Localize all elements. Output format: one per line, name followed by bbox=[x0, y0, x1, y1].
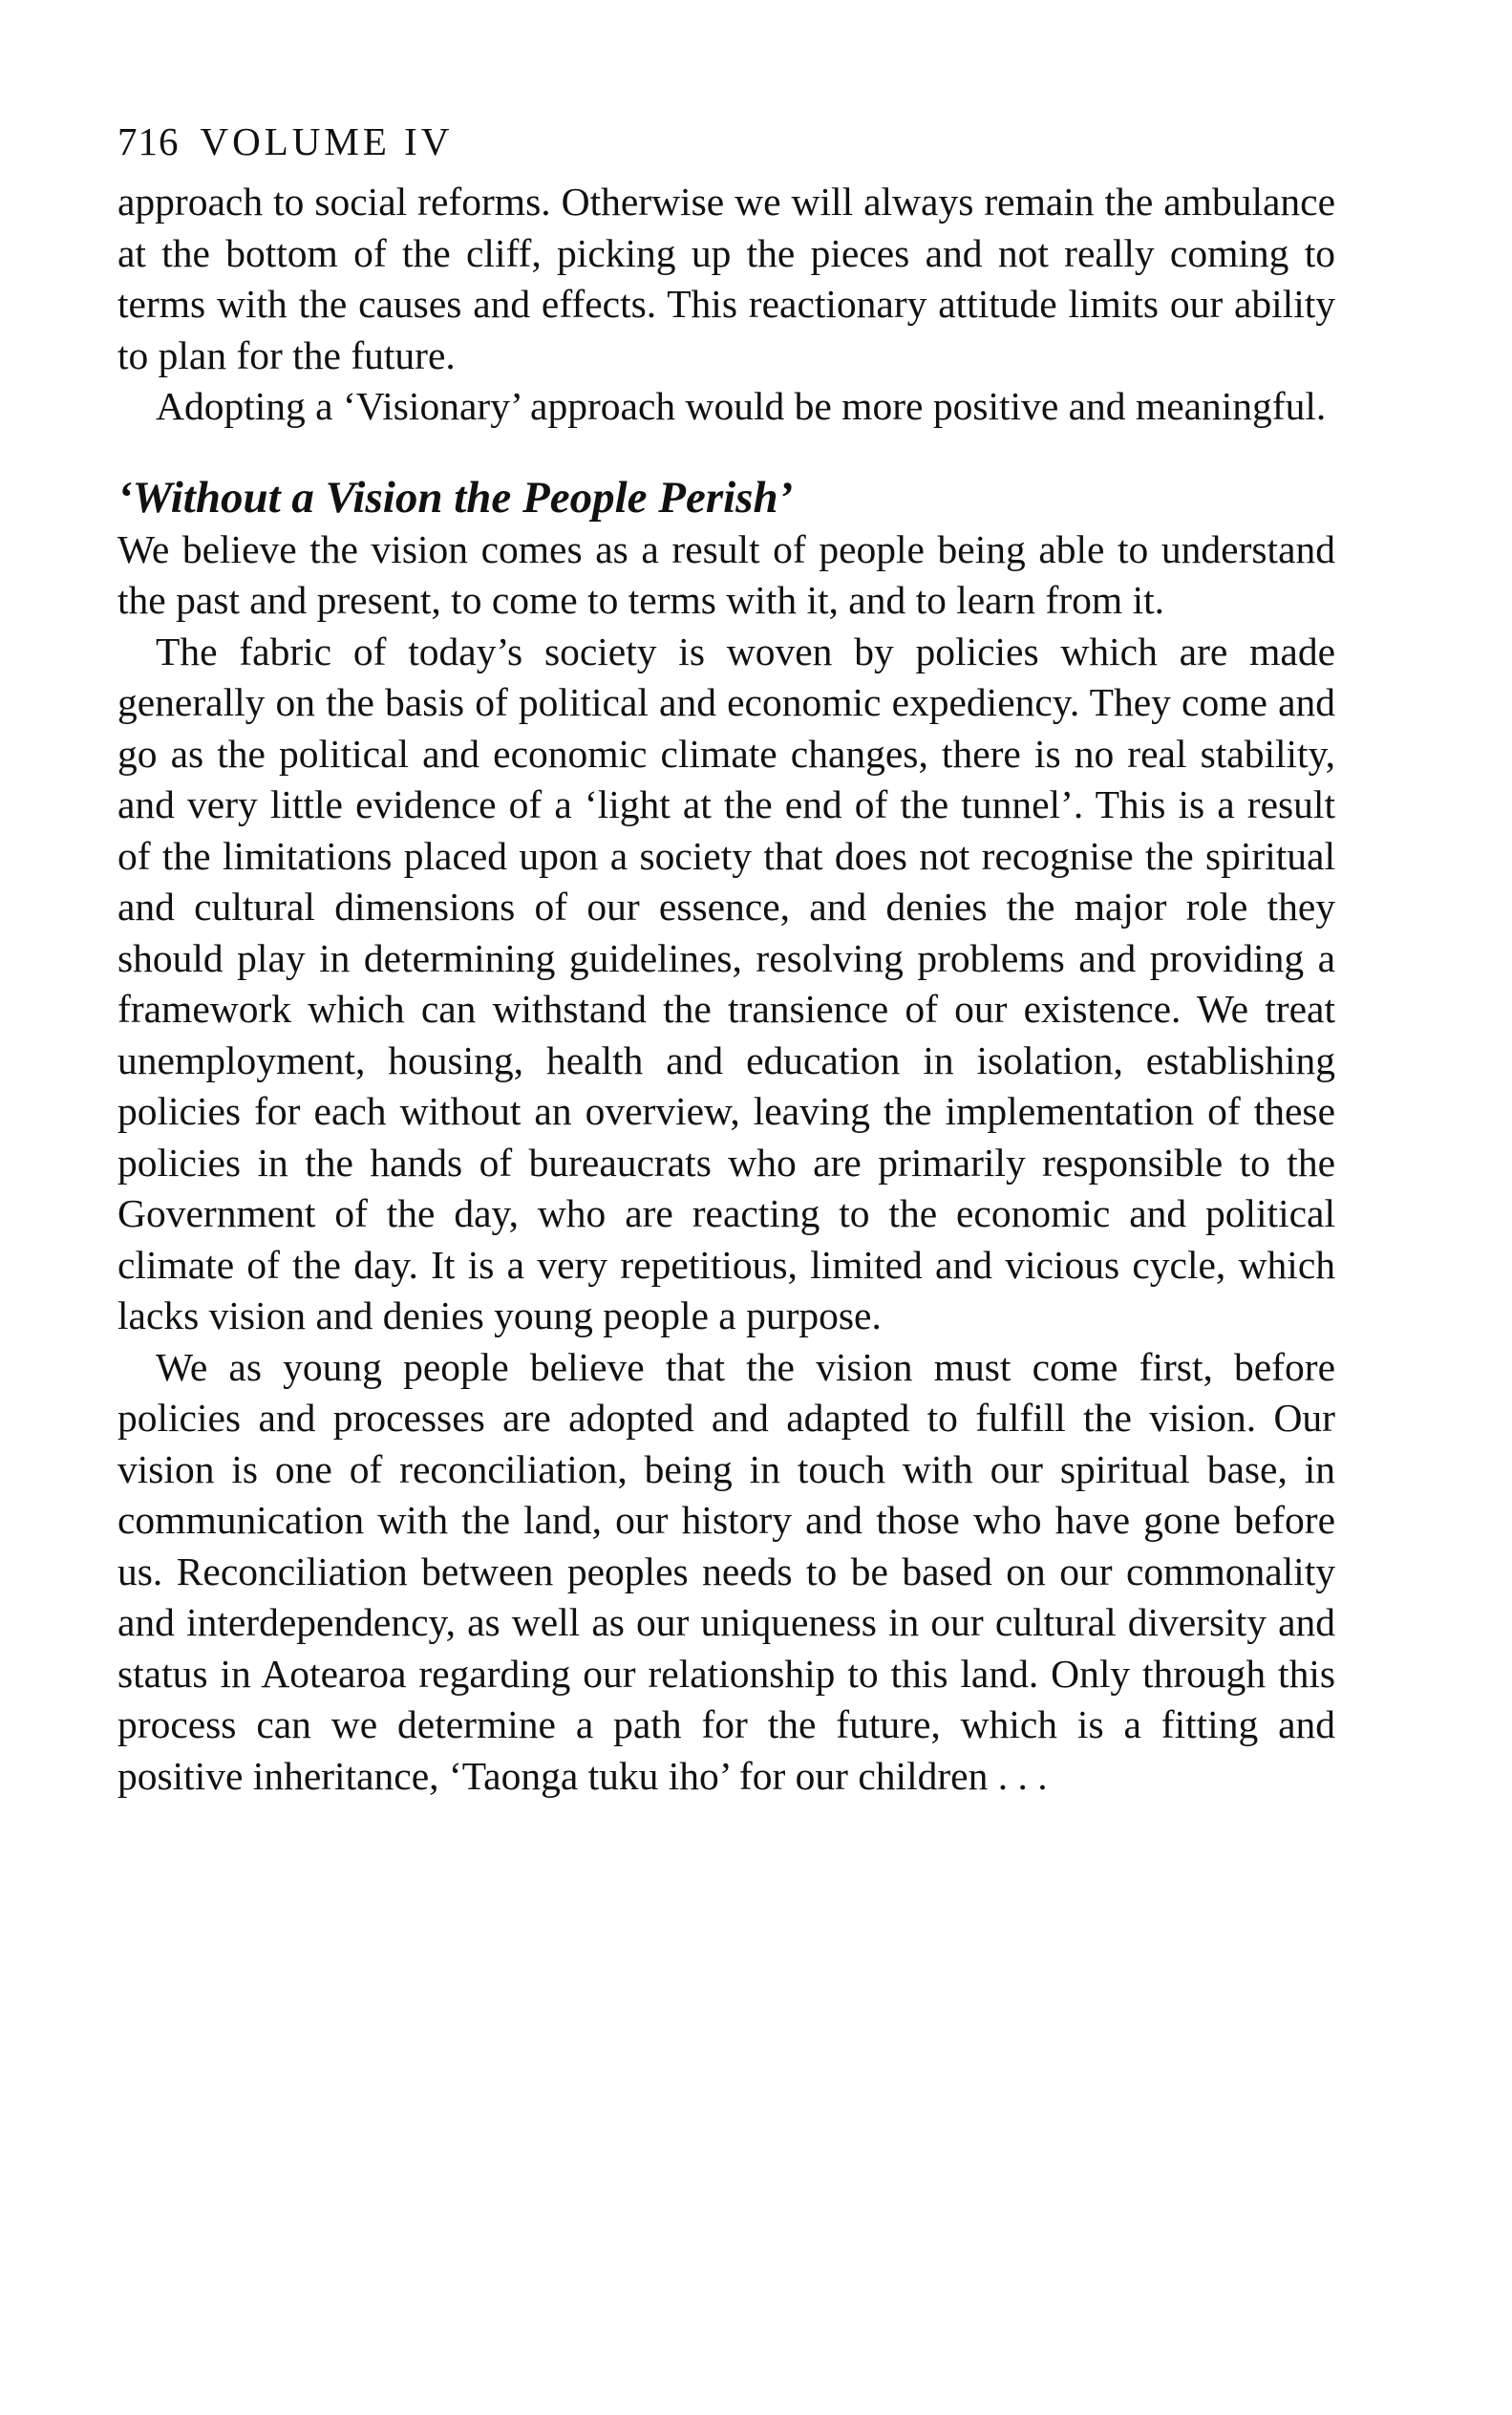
section-heading: ‘Without a Vision the People Perish’ bbox=[117, 472, 794, 523]
paragraph-visionary: Adopting a ‘Visionary’ approach would be more positive and meaningful. bbox=[156, 384, 1327, 428]
running-head bbox=[117, 119, 1335, 163]
book-page bbox=[117, 119, 1335, 1802]
paragraph-young-people: We as young people believe that the vision must come first, before policies and processes are adopted and adapted to fulfill the vision. Our vision is one of reconciliation, being in touch with our spiritual base, in communication with the land, our history and those who have gone before us. Reconciliation between peoples needs to be based on our commonality and interdependency, as well as our uniqueness in our cultural diversity and status in Aotearoa regarding our relationship to this land. Only through this process can we determine a path for the future, which is a fitting and positive inheritance, ‘Taonga tuku iho’ for our children . . . bbox=[117, 1344, 1335, 1798]
paragraph-fabric-of-society: The fabric of today’s society is woven by policies which are made generally on the basis of political and economic expediency. They come and go as the political and economic climate changes, there is no real stability, and very little evidence of a ‘light at the end of the tunnel’. This is a result of the limitations placed upon a society that does not recognise the spiritual and cultural dimensions of our essence, and denies the major role they should play in determining guidelines, resolving problems and providing a framework which can withstand the transience of our existence. We treat unemployment, housing, health and education in isolation, establishing policies for each without an overview, leaving the implementation of these policies in the hands of bureaucrats who are primarily responsible to the Government of the day, who are reacting to the economic and political climate of the day. It is a very repetitious, limited and vicious cycle, which lacks vision and denies young people a purpose. bbox=[117, 629, 1335, 1337]
paragraph-vision-belief: We believe the vision comes as a result of people being able to understand the past and present, to come to terms with it, and to learn from it. bbox=[117, 526, 1335, 622]
volume-label: VOLUME IV bbox=[200, 119, 454, 163]
page-number: 716 bbox=[117, 119, 180, 163]
paragraph-continued: approach to social reforms. Otherwise we will always remain the ambulance at the bottom of the cliff, picking up the pieces and not really coming to terms with the causes and effects. This reactionary attitude limits our ability to plan for the future. bbox=[117, 180, 1335, 377]
